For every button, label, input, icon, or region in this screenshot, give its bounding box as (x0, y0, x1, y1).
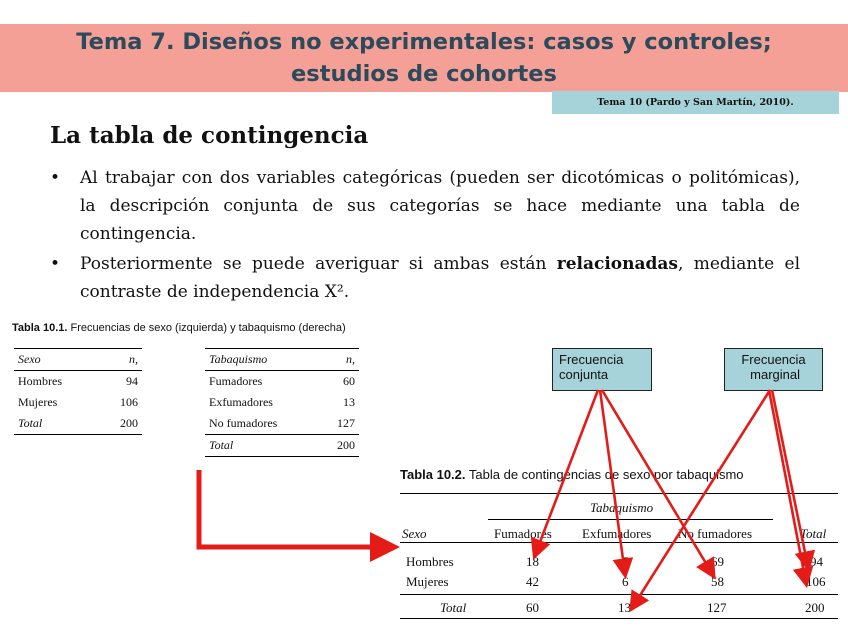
cell-value: 6 (622, 574, 629, 589)
col-header-tabaquismo: Tabaquismo (205, 349, 320, 371)
arrow-icon (632, 390, 770, 608)
row-label: No fumadores (205, 413, 320, 435)
total-value: 200 (805, 600, 825, 615)
row-label: Exfumadores (209, 395, 273, 409)
table1-caption-text: Frecuencias de sexo (izquierda) y tabaquismo (derecha) (70, 322, 346, 334)
cell-value: 58 (711, 574, 724, 589)
callout-line: Frecuencia (559, 352, 624, 367)
total-label: Total (14, 413, 99, 435)
arrow-icon (602, 390, 713, 575)
col-header-sexo: Sexo (14, 349, 99, 371)
total-value: 60 (526, 600, 539, 615)
table2-caption-text: Tabla de contingencias de sexo por tabaquismo (468, 467, 744, 482)
slide-title: Tema 7. Diseños no experimentales: casos y controles; estudios de cohortes (76, 29, 772, 87)
col-header-n: n, (320, 349, 359, 371)
row-label: Mujeres (18, 395, 58, 409)
table1-label: Tabla 10.1. (12, 322, 68, 334)
total-value: 200 (99, 413, 142, 435)
bullet-text: Al trabajar con dos variables categóricas (pueden ser dicotómicas o politómicas), la descripción conjunta de sus categorías se hace mediante una tabla de contingencia. (80, 168, 800, 244)
cell-value: 42 (526, 574, 539, 589)
col-header-no-fumadores: No fumadores (678, 526, 753, 541)
row-label: Fumadores (209, 374, 263, 388)
cell-value: 69 (711, 554, 724, 569)
row-value: 127 (320, 413, 359, 435)
callout-line: marginal (750, 367, 800, 382)
arrow-icon (199, 470, 390, 547)
col-header-n: n, (99, 349, 142, 371)
callout-line: Frecuencia (741, 352, 806, 367)
cell-value: 7 (622, 554, 629, 569)
callout-line: conjunta (559, 367, 609, 382)
bullet-text-bold: relacionadas (556, 254, 678, 274)
bullet-text-pre: Posteriormente se puede averiguar si ambas están (80, 254, 557, 274)
row-value: 94 (126, 374, 138, 388)
arrow-icon (772, 390, 808, 567)
col-header-exfumadores: Exfumadores (582, 526, 652, 541)
row-label-hombres: Hombres (406, 554, 454, 569)
table2-label: Tabla 10.2. (400, 467, 466, 482)
total-label: Total (205, 435, 320, 457)
arrow-icon (535, 390, 598, 555)
total-label: Total (440, 600, 467, 615)
row-value: 13 (343, 395, 355, 409)
total-value: 200 (320, 435, 359, 457)
bullet-text-post: , mediante el contraste de independencia X². (80, 254, 801, 302)
row-label-mujeres: Mujeres (406, 574, 449, 589)
row-label: Hombres (18, 374, 62, 388)
row-header: Sexo (402, 526, 427, 541)
section-heading: La tabla de contingencia (50, 122, 369, 149)
arrow-icon (600, 390, 625, 574)
col-header-total: Total (800, 526, 827, 541)
col-header-fumadores: Fumadores (494, 526, 552, 541)
bullet-icon: • (50, 254, 61, 274)
arrow-icon (769, 390, 806, 583)
group-header: Tabaquismo (590, 500, 654, 515)
row-value: 60 (343, 374, 355, 388)
reference-label: Tema 10 (Pardo y San Martín, 2010). (552, 91, 839, 114)
cell-value: 106 (806, 574, 826, 589)
total-value: 13 (618, 600, 631, 615)
cell-value: 18 (526, 554, 539, 569)
total-value: 127 (707, 600, 727, 615)
bullet-icon: • (50, 168, 61, 188)
cell-value: 94 (810, 554, 823, 569)
row-value: 106 (120, 395, 138, 409)
